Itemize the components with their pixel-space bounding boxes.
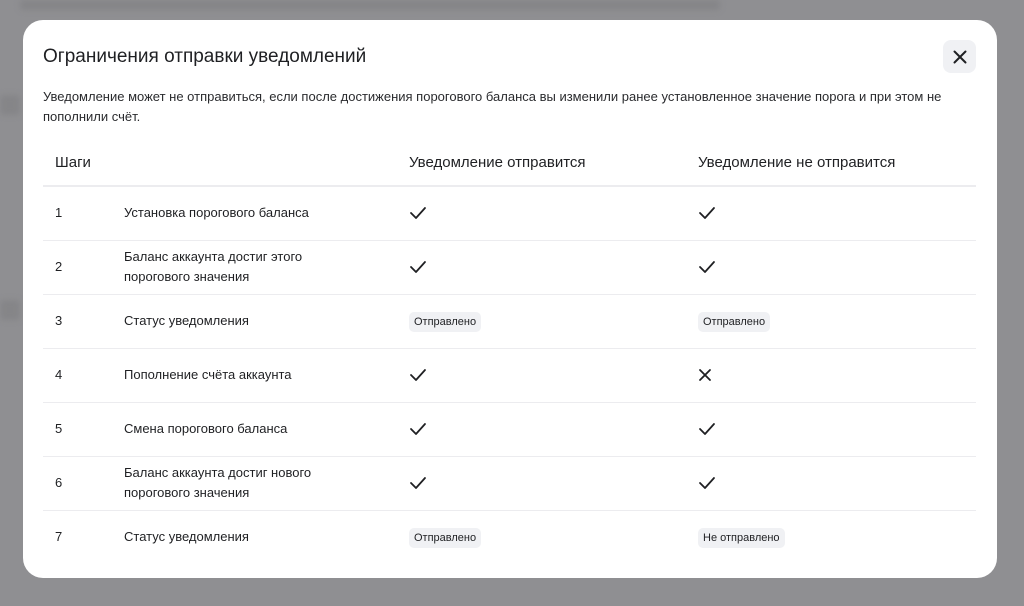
notification-limits-modal: [23, 20, 997, 578]
step-description: Установка порогового баланса: [124, 205, 309, 221]
not-sent-cell: [698, 294, 976, 348]
sent-cell: [409, 510, 698, 564]
sent-cell: [409, 186, 698, 240]
step-description: Смена порогового баланса: [124, 421, 288, 436]
not-sent-cell: [698, 456, 976, 510]
step-number: 5: [43, 402, 124, 456]
step-number: 6: [43, 456, 124, 510]
step-description: Статус уведомления: [124, 313, 249, 328]
check-icon: [409, 260, 698, 274]
table-row: [43, 510, 976, 564]
not-sent-cell: [698, 186, 976, 240]
sent-cell: [409, 294, 698, 348]
step-number: 7: [55, 529, 63, 545]
table-header: [43, 140, 976, 186]
steps-table: [43, 140, 976, 564]
check-icon: [409, 476, 698, 490]
table-row: [43, 402, 976, 456]
check-icon: [409, 206, 698, 220]
not-sent-cell: [698, 510, 976, 564]
modal-description: Уведомление может не отправиться, если после достижения порогового баланса вы изменили ранее установленное значение порога и при этом не пополнили счёт.: [43, 89, 942, 124]
status-badge: Отправлено: [409, 528, 481, 548]
sent-cell: [409, 402, 698, 456]
check-icon: [698, 206, 976, 220]
table-row: [43, 186, 976, 240]
status-badge: Отправлено: [698, 312, 770, 332]
step-number: 2: [43, 240, 124, 294]
step-number: 1: [43, 186, 124, 240]
modal-title: Ограничения отправки уведомлений: [43, 46, 367, 67]
check-icon: [698, 422, 976, 436]
step-description: Статус уведомления: [124, 529, 249, 545]
check-icon: [698, 476, 976, 490]
status-badge: Не отправлено: [698, 528, 785, 548]
not-sent-cell: [698, 240, 976, 294]
close-icon: [953, 50, 967, 64]
check-icon: [409, 422, 698, 436]
column-header-steps: Шаги: [43, 140, 409, 186]
cross-icon: [698, 368, 976, 382]
status-badge: Отправлено: [409, 312, 481, 332]
table-row: [43, 348, 976, 402]
column-header-not-sent: Уведомление не отправится: [698, 140, 976, 186]
table-row: [43, 294, 976, 348]
column-header-sent: Уведомление отправится: [409, 140, 698, 186]
step-number: 3: [43, 294, 124, 348]
table-row: [43, 240, 976, 294]
not-sent-cell: [698, 348, 976, 402]
close-button[interactable]: [943, 40, 976, 73]
check-icon: [409, 368, 698, 382]
not-sent-cell: [698, 402, 976, 456]
step-description: Пополнение счёта аккаунта: [124, 367, 292, 382]
sent-cell: [409, 240, 698, 294]
step-description: Баланс аккаунта достиг нового порогового значения: [124, 465, 312, 500]
step-description: Баланс аккаунта достиг этого порогового значения: [124, 249, 303, 284]
check-icon: [698, 260, 976, 274]
step-number: 4: [43, 348, 124, 402]
sent-cell: [409, 456, 698, 510]
sent-cell: [409, 348, 698, 402]
table-row: [43, 456, 976, 510]
